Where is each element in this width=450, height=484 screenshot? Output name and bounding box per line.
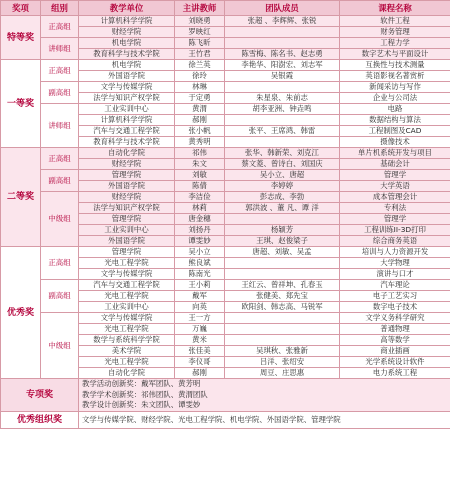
award-label: 一等奖 [1, 60, 41, 148]
unit-cell: 文学与传媒学院 [79, 269, 175, 280]
team-cell: 彭志成、李勃 [225, 192, 340, 203]
course-cell: 大学英语 [340, 181, 450, 192]
team-cell [225, 324, 340, 335]
team-cell: 郭洪波 、董 凡、谭 洋 [225, 203, 340, 214]
teacher-cell: 徐玲 [175, 71, 225, 82]
course-cell: 高等数学 [340, 335, 450, 346]
org-award-text: 文学与传媒学院、财经学院、光电工程学院、机电学院、外国语学院、管理学院 [79, 412, 450, 429]
table-row [1, 280, 450, 291]
team-cell: 王红云、曾祥坤、孔春玉 [225, 280, 340, 291]
teacher-cell: 朱文 [175, 159, 225, 170]
special-award-text [79, 379, 450, 412]
unit-cell: 外国语学院 [79, 236, 175, 247]
group-label: 正高组 [41, 148, 79, 170]
teacher-cell: 刘敏 [175, 170, 225, 181]
team-cell [225, 335, 340, 346]
unit-cell: 财经学院 [79, 27, 175, 38]
team-cell: 蔡文菱、曾诗白、刘国庆 [225, 159, 340, 170]
teacher-cell: 李洁俭 [175, 192, 225, 203]
unit-cell: 机电学院 [79, 38, 175, 49]
team-cell: 李婷婷 [225, 181, 340, 192]
unit-cell: 教育科学与技术学院 [79, 137, 175, 148]
special-award-line: 教学活动创新奖：戴军团队、黄芳明 [82, 379, 201, 389]
team-cell: 张健美、郑先宝 [225, 291, 340, 302]
course-cell: 电路 [340, 104, 450, 115]
course-cell: 电子工艺实习 [340, 291, 450, 302]
teacher-cell: 戴军 [175, 291, 225, 302]
unit-cell: 教育科学与技术学院 [79, 49, 175, 60]
unit-cell: 光电工程学院 [79, 324, 175, 335]
award-label: 特等奖 [1, 16, 41, 60]
team-cell: 朱星泉、朱前志 [225, 93, 340, 104]
course-cell: 专利法 [340, 203, 450, 214]
unit-cell: 法学与知识产权学院 [79, 203, 175, 214]
team-cell: 吕洋、张绍安 [225, 357, 340, 368]
table-row [1, 104, 450, 115]
unit-cell: 自动化学院 [79, 368, 175, 379]
table-row [1, 60, 450, 71]
teacher-cell: 黄渭 [175, 104, 225, 115]
unit-cell: 外国语学院 [79, 181, 175, 192]
special-award-row [1, 379, 450, 412]
course-cell: 工程制图及CAD [340, 126, 450, 137]
teacher-cell: 徐兰英 [175, 60, 225, 71]
teacher-cell: 谭雯妙 [175, 236, 225, 247]
group-label: 副高组 [41, 82, 79, 104]
header-row [1, 1, 450, 16]
group-label: 讲师组 [41, 38, 79, 60]
special-award-line: 教学设计创新奖：朱文团队、谭雯妙 [82, 400, 201, 410]
team-cell: 陈雪梅、陈名书、赵志勇 [225, 49, 340, 60]
course-cell: 商业插画 [340, 346, 450, 357]
teacher-cell: 熊良斌 [175, 258, 225, 269]
team-cell [225, 258, 340, 269]
teacher-cell: 陈倩 [175, 181, 225, 192]
course-cell: 英语影视名著赏析 [340, 71, 450, 82]
unit-cell: 光电工程学院 [79, 291, 175, 302]
teacher-cell: 郝刚 [175, 115, 225, 126]
header-award: 奖项 [1, 1, 41, 16]
team-cell [225, 38, 340, 49]
teacher-cell: 黄米 [175, 335, 225, 346]
team-cell: 王琪、赵俊梁子 [225, 236, 340, 247]
teacher-cell: 张小帆 [175, 126, 225, 137]
unit-cell: 美术学院 [79, 346, 175, 357]
team-cell: 胡李亚洲、钟垚鸣 [225, 104, 340, 115]
group-label: 讲师组 [41, 104, 79, 148]
unit-cell: 自动化学院 [79, 148, 175, 159]
unit-cell: 汽车与交通工程学院 [79, 280, 175, 291]
teacher-cell: 向英 [175, 302, 225, 313]
special-award-label: 专项奖 [1, 379, 79, 412]
group-label: 中级组 [41, 192, 79, 247]
teacher-cell: 李仪哥 [175, 357, 225, 368]
header-teacher: 主讲教师 [175, 1, 225, 16]
course-cell: 数据结构与算法 [340, 115, 450, 126]
table-row [1, 192, 450, 203]
header-course: 课程名称 [340, 1, 450, 16]
unit-cell: 光电工程学院 [79, 258, 175, 269]
course-cell: 工程力学 [340, 38, 450, 49]
team-cell: 吴银霞 [225, 71, 340, 82]
team-cell: 张超 、李辉辉、张锐 [225, 16, 340, 27]
unit-cell: 机电学院 [79, 60, 175, 71]
group-label: 中级组 [41, 313, 79, 379]
unit-cell: 计算机科学学院 [79, 115, 175, 126]
teacher-cell: 唐金穗 [175, 214, 225, 225]
teacher-cell: 于定勇 [175, 93, 225, 104]
unit-cell: 数学与系统科学学院 [79, 335, 175, 346]
group-label: 副高组 [41, 170, 79, 192]
unit-cell: 财经学院 [79, 192, 175, 203]
unit-cell: 法学与知识产权学院 [79, 93, 175, 104]
special-award-line: 教学学术创新奖：祁伟团队、黄渭团队 [82, 389, 208, 399]
unit-cell: 文学与传媒学院 [79, 313, 175, 324]
unit-cell: 管理学院 [79, 214, 175, 225]
course-cell: 财务管理 [340, 27, 450, 38]
teacher-cell: 林琳 [175, 82, 225, 93]
course-cell: 互换性与技术测量 [340, 60, 450, 71]
teacher-cell: 刘扬丹 [175, 225, 225, 236]
course-cell: 成本管理会计 [340, 192, 450, 203]
unit-cell: 外国语学院 [79, 71, 175, 82]
award-label: 二等奖 [1, 148, 41, 247]
unit-cell: 管理学院 [79, 170, 175, 181]
course-cell: 大学物理 [340, 258, 450, 269]
header-team: 团队成员 [225, 1, 340, 16]
team-cell: 杨颖芳 [225, 225, 340, 236]
header-group: 组别 [41, 1, 79, 16]
team-cell [225, 313, 340, 324]
team-cell [225, 27, 340, 38]
team-cell [225, 115, 340, 126]
course-cell: 综合商务英语 [340, 236, 450, 247]
teacher-cell: 祁伟 [175, 148, 225, 159]
teacher-cell: 张佳美 [175, 346, 225, 357]
teacher-cell: 刘晓勇 [175, 16, 225, 27]
team-cell [225, 137, 340, 148]
header-unit: 教学单位 [79, 1, 175, 16]
unit-cell: 工业实训中心 [79, 104, 175, 115]
team-cell [225, 82, 340, 93]
group-label: 正高组 [41, 16, 79, 38]
course-cell: 数字艺术与平面设计 [340, 49, 450, 60]
table-row [1, 82, 450, 93]
course-cell: 普通物理 [340, 324, 450, 335]
teacher-cell: 陈南光 [175, 269, 225, 280]
table-row [1, 170, 450, 181]
course-cell: 光学系统设计软件 [340, 357, 450, 368]
teacher-cell: 王小莉 [175, 280, 225, 291]
teacher-cell: 郝刚 [175, 368, 225, 379]
teacher-cell: 王竹君 [175, 49, 225, 60]
unit-cell: 财经学院 [79, 159, 175, 170]
unit-cell: 光电工程学院 [79, 357, 175, 368]
course-cell: 电力系统工程 [340, 368, 450, 379]
team-cell: 张华、韩新荣、刘克江 [225, 148, 340, 159]
table-row [1, 313, 450, 324]
teacher-cell: 黄秀明 [175, 137, 225, 148]
group-label: 正高组 [41, 60, 79, 82]
unit-cell: 工业实训中心 [79, 302, 175, 313]
group-label: 副高组 [41, 280, 79, 313]
unit-cell: 汽车与交通工程学院 [79, 126, 175, 137]
course-cell: 基础会计 [340, 159, 450, 170]
team-cell [225, 214, 340, 225]
teacher-cell: 王一方 [175, 313, 225, 324]
org-award-row [1, 412, 450, 429]
course-cell: 软件工程 [340, 16, 450, 27]
teacher-cell: 吴小立 [175, 247, 225, 258]
course-cell: 单片机系统开发与项目 [340, 148, 450, 159]
teacher-cell: 罗映红 [175, 27, 225, 38]
team-cell: 周豆、庄思惠 [225, 368, 340, 379]
course-cell: 工程训练II-3D打印 [340, 225, 450, 236]
unit-cell: 计算机科学学院 [79, 16, 175, 27]
team-cell: 吴琪秋、张雅新 [225, 346, 340, 357]
unit-cell: 工业实训中心 [79, 225, 175, 236]
course-cell: 管理学 [340, 170, 450, 181]
team-cell: 唐超、刘敏、吴孟 [225, 247, 340, 258]
org-award-label: 优秀组织奖 [1, 412, 79, 429]
teacher-cell: 陈飞昕 [175, 38, 225, 49]
table-row [1, 38, 450, 49]
course-cell: 数字电子技术 [340, 302, 450, 313]
award-label: 优秀奖 [1, 247, 41, 379]
group-label: 正高组 [41, 247, 79, 280]
team-cell: 张平、王席鸿、韩雷 [225, 126, 340, 137]
unit-cell: 管理学院 [79, 247, 175, 258]
table-row [1, 148, 450, 159]
team-cell: 吴小立、唐超 [225, 170, 340, 181]
team-cell [225, 269, 340, 280]
table-row [1, 247, 450, 258]
course-cell: 培训与人力资源开发 [340, 247, 450, 258]
course-cell: 演讲与口才 [340, 269, 450, 280]
course-cell: 管理学 [340, 214, 450, 225]
course-cell: 文学义务科学研究 [340, 313, 450, 324]
awards-table-body [1, 1, 450, 429]
course-cell: 汽车理论 [340, 280, 450, 291]
table-row [1, 16, 450, 27]
unit-cell: 文学与传媒学院 [79, 82, 175, 93]
team-cell: 欧阳剑、韩志高、马锐军 [225, 302, 340, 313]
course-cell: 新闻采访与写作 [340, 82, 450, 93]
course-cell: 企业与公司法 [340, 93, 450, 104]
course-cell: 摄像技术 [340, 137, 450, 148]
teacher-cell: 万巍 [175, 324, 225, 335]
teacher-cell: 林莉 [175, 203, 225, 214]
team-cell: 李艳华、阳澍宏、刘志军 [225, 60, 340, 71]
